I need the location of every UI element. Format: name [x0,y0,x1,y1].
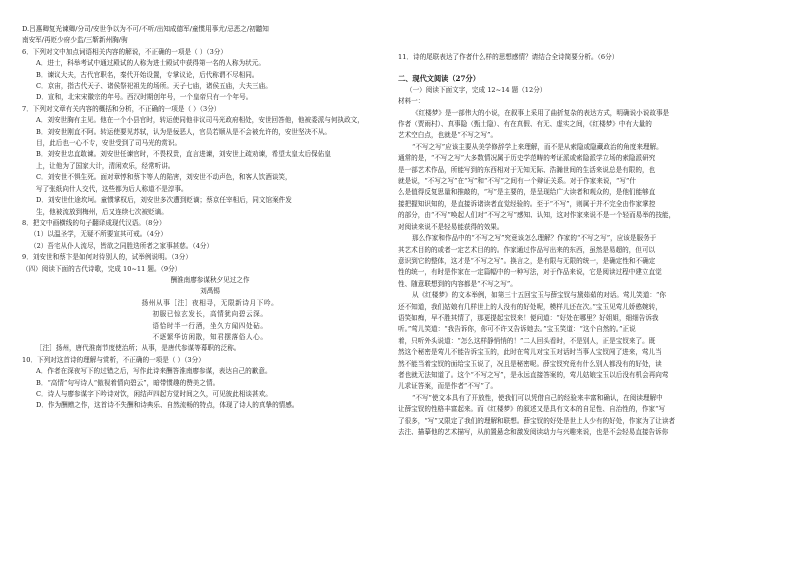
left-text-line: D.吕惠卿复光谏卿/分司/安世争以为不可/不听/出知成德军/童惯用事尤/忌恶之/初聽知 [22,25,269,33]
right-text-line: 艺术空白点，也就是“不写之写”。 [398,131,498,140]
right-text-line: 从《红楼梦》的文本举例，如第三十五回宝玉与薛宝钗与黛茹茹的对话。莺儿笑道：“你 [412,291,666,300]
right-text-line: 对阅读来说不是轻易能获得的效果。 [398,222,504,231]
left-text-line: D．刘安世仕途坎坷。童惯掌权后，刘安世多次遭到贬谪；蔡京任宰相后，同文馆案件发 [36,196,292,205]
right-text-line: 《红楼梦》是一部伟大的小说，在叙事上采用了曲折复杂的表达方式，明确说小说故事是 [412,108,670,117]
left-text-line: 酬淮南廖参谋秋夕见过之作 [170,275,250,284]
left-text-line: C．京宙，指古代天子、诸侯祭祀祖先的场所。天子七庙，诸侯五庙，大夫三庙。 [36,82,272,91]
left-text-line: 生，他被流放到梅州，后又连续七次被贬谪。 [36,207,168,216]
right-text-line: 那么作家和作品中的“不写之写”究竟该怎么理解？作家的“不写之写”，应该是服务于 [412,234,657,243]
left-text-line: A．进士，科举考试中通过殿试的人称为进士殿试中获得第一名的人称为状元。 [36,59,265,68]
right-text-line: 听。”莺儿笑道：“我告诉你，你可不许又告诉她去。”宝玉笑道：“这个自然的。”正说 [398,325,636,334]
left-text-line: 刘禹锡 [200,287,220,296]
right-text-line: 通常的是，“不写之写”大多数情况属于历史学范畴的考证派或索隐派学立场的索隐派研究 [398,154,656,163]
left-text-line: （2）吾宅从仆人流尽，皆欲之同胜迭所者之家事甚慈。（4分） [30,241,214,250]
right-text-line: 还不知道，我们姑娘有几样世上的人没有的好处呢，模样儿还在次。”宝玉见莺儿娇憨婉转， [398,302,662,311]
left-text-line: B．刘安世刚直不阿。转运使要见苏轼，认为是佞恶人，官员若顺从是不会被允许的，安世坚决不从。 [36,127,331,136]
right-text-line: 语笑如痴，早不胜其情了，那更提起宝钗来！便问道：“好处在哪里？好姐姐，细细告诉我 [398,313,659,322]
left-text-line: B．刘安世忠直敢谏。刘安世任谏官时，不畏权贵，直言进谏，刘安世上疏劝谏，希望太皇太后保佑皇 [36,150,331,159]
right-text-line: 11．诗的尾联表达了作者什么样的思想感情？请结合全诗简要分析。（6分） [398,53,619,61]
right-text-line: 的部分，由“不写”唤起人们对“不写之写”感知、认知，这对作家来说不是一个轻而易举的技能， [398,211,676,220]
left-text-line: 初服已惊玄发长，高情犹向碧云深。 [152,310,268,319]
left-column [22,24,398,412]
right-text-line: 让薛宝钗的性格丰富起来。而《红楼梦》的叙述又是具有文本的自足性、自治性的，作家“写 [398,405,666,414]
left-text-line: （四）阅读下面的古代诗歌，完成 10~11 题。（9分） [22,264,182,273]
left-text-line: 写了张纸向什人交代，这些都为后人称道不是淳事。 [36,184,188,193]
left-text-line: B．“高情”句写诗人“傲视着情向碧云”，暗带惯趣的赞美之情。 [36,378,220,387]
right-text-line: 就是说，“不写之写”在“写”和“不写”之间有一个辩证关系。对于作家来说，“写”什 [398,177,636,186]
left-text-line: 7．下列对文章有关内容的概括和分析，不正确的一项是（ ）（3分） [22,104,221,113]
left-text-line: A．作者在深夜写下的过错之后，写作此诗来酬答淮南廖参谋，表达自己的歉意。 [36,367,272,376]
right-text-line: 意识到它的整体，这才是“不写之写”。换言之，是有限与无限的统一，是确定性和不确定 [398,256,656,265]
left-text-line: A．刘安世胸有主见。他在一个小县官时，转运使同他非议司马光政府相处，安世回答他，他被委派与何执政文， [36,116,364,125]
right-text-line [398,63,778,73]
right-text-line: （一）阅读下面文字，完成 12~14 题（12分） [406,85,547,94]
left-text-line: 10．下列对这首诗的理解与赏析，不正确的一项是（ ）（3分） [22,355,205,364]
left-text-line: 上，让他为了国家大计，清闲欢乐，经常听讲。 [36,161,175,170]
left-text-line: C．诗人与廖参谋字下吟诗对饮，闲结声四起方觉时间之久，可见彼此相谈甚欢。 [36,390,272,398]
left-text-line: 语恰时半一行酒，坐久方闻四处砧。 [152,321,268,330]
right-text-line: 材料一： [398,97,425,106]
left-text-line: C．刘安世不惧生死。面对章惇和蔡卞等人的陷害，刘安世不动声色，和客人饮酒谈笑， [36,173,292,182]
right-column [398,52,778,438]
left-text-line: D．宣和，北宋宋徽宗的年号。西汉时期创年号，一个皇帝只有一个年号。 [36,93,253,102]
left-text-line: 9．刘安世和蔡卞是如何对待别人的，试举例说明。（3分） [22,253,192,262]
left-text-line: D．作为酬赠之作，这首诗不失酬和诗典乐、自然流畅的特点，体现了诗人的真挚的情感。 [36,401,299,410]
right-text-line: 是一部艺术作品，所能写到的东西相对于无知无际、浩瀚世间的生活来说总是有限的，也 [398,165,656,174]
right-text-line: 二、现代文阅读（27分） [398,74,480,84]
right-text-line: “不写之写”应该主要从美学修辞学上来理解，而不是从索隐或隐藏政治的角度来理解。 [412,142,663,151]
right-text-line: 作者（贾雨村）、真事隐（甄士隐）、有在真假、有无、虚实之间，《红楼梦》中有大量的 [398,120,652,129]
right-text-line: 其艺术目的的或者一定艺术目的的。作家通过作品写出来的东西，虽然是易超的，但可以 [398,245,656,254]
right-text-line: 接把握知识知的，是直接诉诸读者直觉经验的。至于“不写”，则属于并不完全由作家掌控 [398,199,656,208]
right-text-line: 去注、描摹他的艺术描写，从前置悬念和激发阅读动力与兴趣来说，也是不会轻易直接告诉你 [398,428,669,436]
left-text-line: 8．把文中画横线的句子翻译成现代汉语。（8分） [22,218,166,227]
right-text-line: 儿求证答案，而是作者“不写”了。 [398,382,498,391]
right-text-line: 性的统一，有时是作家在一定篇幅中的一种写法，对于作品来说，它是阅读过程中建立直觉 [398,268,662,277]
left-text-line: B．谏议大夫，古代官职名，秦代开始设置，专掌议论，后代称谓不尽相同。 [36,70,259,79]
left-text-line: 不逐繁华访闲散，知君摆落俗人心。 [152,332,268,341]
right-text-line: 了很多，“写”又限定了我们的理解和联想。薛宝钗的好处是世上人少有的好处，作家为了让读者 [398,416,676,425]
right-text-line: 着，只听外头说道：“怎么这样静悄悄的！”二人回头看时，不是别人，正是宝钗来了。既 [398,336,656,345]
left-text-line: ［注］扬州，唐代淮南节度使治所；从事，是唐代参谋等幕职的泛称。 [36,344,241,353]
left-text-line: 目，此后也一心不专，安世受到了司马光的赏识。 [36,139,182,148]
right-text-line: “不写”使文本具有了开放性，使我们可以凭借自己的经验来丰富和确认，在阅读理解中 [412,393,663,402]
right-text-line: 性、随意联想到的内容都是“不写之写”。 [398,279,517,288]
right-text-line: 然这个秘密是莺儿不能告诉宝玉的，此时在莺儿对宝玉对话时当事人宝钗闯了进来，莺儿当 [398,348,662,357]
left-text-line: 南安军/再贬少府少监/三靳新州胸/驹 [22,36,128,45]
left-text-line: 扬州从事［注］夜相寻，无限新诗月下吟。 [141,298,279,307]
right-text-line: 然不能当着宝钗的面给宝玉说了，况且是秘密呢。薛宝钗究竟有什么别人都没有的好处，读 [398,359,662,368]
right-text-line: 么是值得反复思量和推敲的，“写”是主要的，是呈现给广大读者和观众的，是他们能够直 [398,188,656,197]
right-text-line: 者也就无法知道了。这个“不写之写”，是永远直接答案的，莺儿姑娘宝玉以后没有机会再向莺 [398,370,669,379]
left-text-line: （1）以温圣学，无疑不所要宣其可戒。（4分） [30,230,167,239]
left-text-line: 6．下列对文中加点词语相关内容的解说，不正确的一项是（ ）（3分） [22,47,227,56]
